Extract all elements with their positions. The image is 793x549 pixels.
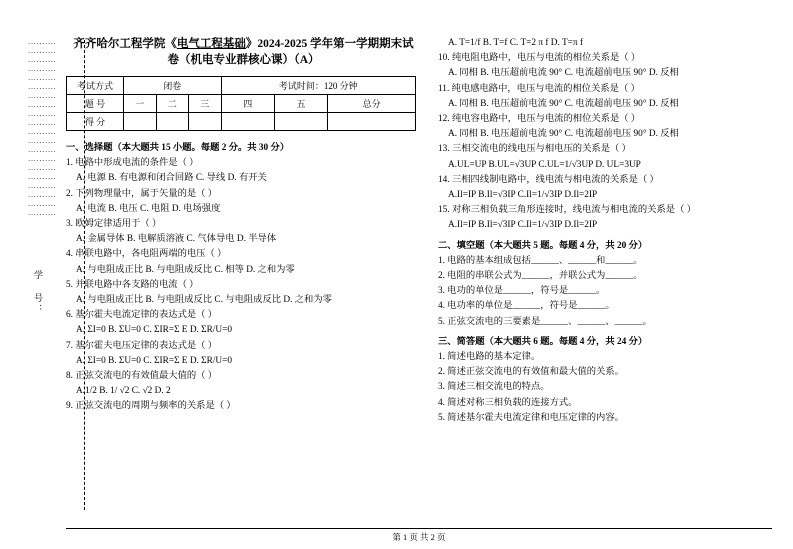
page-footer: 第 1 页 共 2 页: [66, 528, 772, 543]
cell-score-1: [124, 113, 157, 131]
question-11: 11. 纯电感电路中，电压与电流的相位关系是（ ）: [438, 83, 640, 94]
fill-3: 3. 电功的单位是______，符号是______。: [438, 286, 606, 297]
student-id-label: 学 号：: [33, 270, 43, 315]
question-15-options: A.Il=IP B.Il=√3IP C.Il=1/√3IP D.Il=2IP: [448, 220, 598, 231]
question-3: 3. 欧姆定律适用于（ ）: [66, 219, 162, 230]
table-row: [67, 113, 416, 131]
cell-exam-time: 考试时间：120 分钟: [221, 77, 415, 95]
question-3-options: A. 金属导体 B. 电解质溶液 C. 气体导电 D. 半导体: [76, 234, 277, 245]
short-5: 5. 简述基尔霍夫电流定律和电压定律的内容。: [438, 412, 624, 423]
right-column: [438, 36, 772, 426]
fill-5: 5. 正弦交流电的三要素是______、______、______。: [438, 316, 652, 327]
short-3: 3. 简述三相交流电的特点。: [438, 382, 550, 393]
cell-score-2: [156, 113, 189, 131]
question-5: 5. 并联电路中各支路的电流（ ）: [66, 279, 199, 290]
question-2: 2. 下列物理量中，属于矢量的是（ ）: [66, 188, 218, 199]
question-7-options: A. ΣI=0 B. ΣU=0 C. ΣIR=Σ E D. ΣR/U=0: [76, 355, 232, 366]
question-12: 12. 纯电容电路中，电压与电流的相位关系是（ ）: [438, 114, 641, 125]
exam-header-table: [66, 76, 416, 131]
cell-q3: 三: [189, 95, 222, 113]
title-line2: 卷（机电专业群核心课）（A）: [167, 54, 320, 66]
question-10-options: A. 同相 B. 电压超前电流 90° C. 电流超前电压 90° D. 反相: [448, 68, 679, 79]
question-8-options: A.1/2 B. 1/ √2 C. √2 D. 2: [76, 386, 171, 397]
question-4: 4. 串联电路中，各电阻两端的电压（ ）: [66, 249, 227, 260]
cell-exam-mode-label: 考试方式: [67, 77, 124, 95]
question-13: 13. 三相交流电的线电压与相电压的关系是（ ）: [438, 144, 631, 155]
table-row: [67, 95, 416, 113]
page-title: [66, 36, 421, 68]
cell-score-5: [274, 113, 327, 131]
section-choice-continued: [438, 36, 772, 426]
question-9-options: A. T=1/f B. T=f C. T=2 π f D. T=π f: [448, 38, 584, 48]
title-course: 电气工程基础: [176, 38, 246, 50]
question-2-options: A. 电流 B. 电压 C. 电阻 D. 电场强度: [76, 203, 221, 214]
left-column: [66, 36, 418, 415]
question-8: 8. 正弦交流电的有效值最大值的（ ）: [66, 371, 218, 382]
short-4: 4. 简述对称三相负载的连接方式。: [438, 397, 578, 408]
title-prefix: 齐齐哈尔工程学院《: [73, 38, 177, 50]
title-suffix: 》2024-2025 学年第一学期期末试: [245, 38, 414, 50]
question-11-options: A. 同相 B. 电压超前电流 90° C. 电流超前电压 90° D. 反相: [448, 98, 679, 109]
cell-q5: 五: [274, 95, 327, 113]
cell-score-total: [328, 113, 416, 131]
question-15: 15. 对称三相负载三角形连接时，线电流与相电流的关系是（ ）: [438, 205, 696, 216]
fill-1: 1. 电路的基本组成包括______、______和______。: [438, 255, 643, 266]
cell-q2: 二: [156, 95, 189, 113]
fill-2: 2. 电阻的串联公式为______，并联公式为______。: [438, 271, 643, 282]
cell-score-3: [189, 113, 222, 131]
short-1: 1. 简述电路的基本定律。: [438, 352, 541, 363]
section2-heading: 二、填空题（本大题共 5 题。每题 4 分，共 20 分）: [438, 240, 648, 251]
question-14-options: A.Il=IP B.Il=√3IP C.Il=1/√3IP D.Il=2IP: [448, 190, 598, 201]
section3-heading: 三、简答题（本大题共 6 题。每题 4 分，共 24 分）: [438, 336, 648, 347]
question-1: 1. 电路中形成电流的条件是（ ）: [66, 158, 199, 169]
question-9: 9. 正弦交流电的周期与频率的关系是（ ）: [66, 401, 236, 412]
cell-exam-mode-value: 闭卷: [124, 77, 222, 95]
cell-q1: 一: [124, 95, 157, 113]
question-5-options: A. 与电阻成正比 B. 与电阻成反比 C. 与电阻成反比 D. 之和为零: [76, 295, 332, 306]
question-12-options: A. 同相 B. 电压超前电流 90° C. 电流超前电压 90° D. 反相: [448, 129, 679, 140]
short-2: 2. 简述正弦交流电的有效值和最大值的关系。: [438, 367, 624, 378]
question-13-options: A.UL=UP B.UL=√3UP C.UL=1/√3UP D. UL=3UP: [448, 159, 641, 170]
binding-dots: ·········· ·········· ·········· ·········· ·········· ·········· ·········· ·········· ·········· ·········· ·········· ·········· ·········· ·········· ·········· ·········· ·········· ·········· ·········· ··········: [28, 40, 57, 219]
cell-total: 总分: [328, 95, 416, 113]
question-6-options: A. ΣI=0 B. ΣU=0 C. ΣIR=Σ E D. ΣR/U=0: [76, 325, 232, 336]
question-14: 14. 三相四线制电路中，线电流与相电流的关系是（ ）: [438, 174, 659, 185]
cell-score-label: 得 分: [67, 113, 124, 131]
question-1-options: A. 电源 B. 有电源和闭合回路 C. 导线 D. 有开关: [76, 173, 267, 184]
table-row: [67, 77, 416, 95]
question-4-options: A. 与电阻成正比 B. 与电阻成反比 C. 相等 D. 之和为零: [76, 264, 295, 275]
question-10: 10. 纯电阻电路中，电压与电流的相位关系是（ ）: [438, 53, 641, 64]
section1-heading: 一、选择题（本大题共 15 小题。每题 2 分。共 30 分）: [66, 143, 290, 153]
page-content: [66, 36, 772, 542]
section-choice: [66, 141, 418, 415]
cell-q4: 四: [221, 95, 274, 113]
cell-score-4: [221, 113, 274, 131]
cell-qnum-label: 题 号: [67, 95, 124, 113]
fill-4: 4. 电功率的单位是______，符号是______。: [438, 301, 615, 312]
question-6: 6. 基尔霍夫电流定律的表达式是（ ）: [66, 310, 218, 321]
question-7: 7. 基尔霍夫电压定律的表达式是（ ）: [66, 340, 218, 351]
